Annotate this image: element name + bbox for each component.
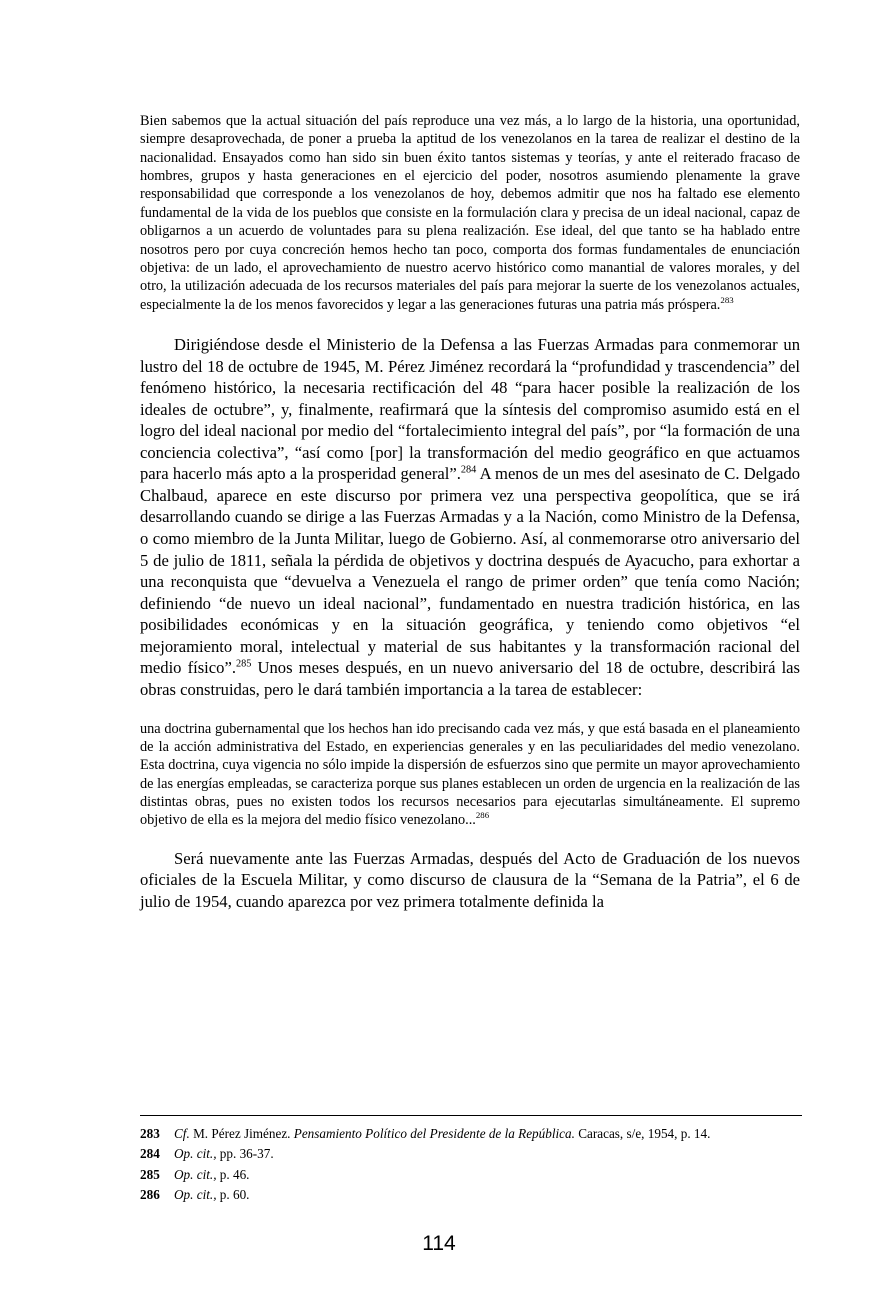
footnote-text: [174, 1124, 820, 1144]
footnote-ref-284: 284: [460, 464, 477, 476]
footnote-ref-285: 285: [235, 658, 252, 670]
footnote-separator: [140, 1115, 802, 1116]
footnote-ref-286: 286: [475, 810, 490, 821]
quotation-block-1: [140, 112, 800, 314]
paragraph-1-tail-text: Unos meses después, en un nuevo aniversario del 18 de octubre, describirá las obras construidas, pero le dará también importancia a la tarea de establecer:: [140, 658, 800, 699]
paragraph-1: [140, 334, 800, 701]
quotation-1-text: Bien sabemos que la actual situación del país reproduce una vez más, a lo largo de la historia, una oportunidad, siempre desaprovechada, de poner a prueba la aptitud de los venezolanos en la tarea de realizar el destino de la nacionalidad. Ensayados como han sido sin buen éxito tantos sistemas y teorías, y ante el reiterado fracaso de hombres, grupos y hasta generaciones en el ejercicio del poder, nosotros asumiendo plenamente la grave responsabilidad que corresponde a los venezolanos de hoy, debemos admitir que nos ha faltado ese elemento fundamental de la vida de los pueblos que consiste en la formulación clara y precisa de un ideal nacional, capaz de obligarnos a un acuerdo de voluntades para su plena realización. Ese ideal, del que tanto se ha hablado entre nosotros pero por cuya concreción hemos hecho tan poco, comporta dos formas fundamentales de enunciación objetiva: de un lado, el aprovechamiento de nuestro acervo histórico como manantial de valores morales, y del otro, la utilización adecuada de los recursos materiales del país para mejorar la suerte de los venezolanos actuales, especialmente la de los menos favorecidos y legar a las generaciones futuras una patria más próspera.: [140, 113, 800, 313]
footnote-text-a: pp. 36-37.: [216, 1146, 274, 1162]
page-number: 114: [422, 1232, 456, 1255]
footnote-text: [174, 1185, 820, 1205]
page-body: [140, 112, 800, 912]
footnote-list: [140, 1124, 820, 1206]
footnote-prefix-italic: Op. cit.,: [174, 1166, 217, 1182]
quotation-2-text: una doctrina gubernamental que los hechos han ido precisando cada vez más, y que está basada en el planeamiento de la acción administrativa del Estado, en experiencias generales y en las peculiaridades del medio venezolano. Esta doctrina, cuya vigencia no sólo impide la dispersión de esfuerzos sino que permite un mayor aprovechamiento de las energías empleadas, se caracteriza porque sus planes establecen un orden de urgencia en la realización de las distintas obras, pues no existen todos los recursos necesarios para ejecutarlas simultáneamente. El supremo objetivo de ella es la mejora del medio físico venezolano...: [140, 720, 800, 829]
footnote-item: [140, 1165, 820, 1185]
paragraph-1-text-after-ref: A menos de un mes del asesinato de C. Delgado Chalbaud, aparece en este discurso por primera vez una perspectiva geopolítica, que se irá desarrollando cuando se dirige a las Fuerzas Armadas y a la Nación, como Ministro de la Defensa, o como miembro de la Junta Militar, luego de Gobierno. Así, al conmemorarse otro aniversario del 5 de julio de 1811, señala la pérdida de objetivos y doctrina después de Ayacucho, para exhortar a una reconquista que “devuelva a Venezuela el rango de primer orden” que tenía como Nación; definiendo “de nuevo un ideal nacional”, fundamentado en nuestra tradición histórica, en las posibilidades económicas y en la situación geográfica, y teniendo como objetivos “el mejoramiento moral, intelectual y material de sus habitantes y la transformación racional del medio físico”.: [140, 464, 800, 678]
footnote-number: 286: [140, 1187, 160, 1203]
footnote-title-italic: Pensamiento Político del Presidente de la República.: [293, 1126, 575, 1141]
footnote-text-a: p. 46.: [216, 1166, 250, 1182]
footnote-number: 285: [140, 1166, 160, 1182]
footnote-text-b: Caracas, s/e, 1954, p. 14.: [574, 1126, 711, 1141]
footnote-text: [174, 1165, 820, 1185]
footnote-text-a: M. Pérez Jiménez.: [189, 1126, 294, 1141]
footnote-item: [140, 1144, 820, 1164]
quotation-block-2: [140, 720, 800, 830]
paragraph-2-text: Será nuevamente ante las Fuerzas Armadas, después del Acto de Graduación de los nuevos oficiales de la Escuela Militar, y como discurso de clausura de la “Semana de la Patria”, el 6 de julio de 1954, cuando aparezca por vez primera totalmente definida la: [140, 848, 800, 911]
paragraph-1-text-before-ref: Dirigiéndose desde el Ministerio de la Defensa a las Fuerzas Armadas para conmemorar un lustro del 18 de octubre de 1945, M. Pérez Jiménez recordará la “profundidad y trascendencia” del fenómeno histórico, la necesaria rectificación del 48 “para hacer posible la realización de los ideales de octubre”, y, finalmente, reafirmará que la síntesis del compromiso asumido está en el logro del ideal nacional por medio del “fortalecimiento integral del país”, por “la formación de una conciencia colectiva”, “así como [por] la transformación del medio geográfico en que actuamos para hacerlo más apto a la prosperidad general”.: [140, 334, 800, 484]
footnote-item: [140, 1185, 820, 1205]
footnote-prefix-italic: Op. cit.,: [174, 1146, 217, 1162]
paragraph-2: [140, 848, 800, 913]
footnote-prefix-italic: Op. cit.,: [174, 1187, 217, 1203]
footnote-number: 283: [140, 1126, 160, 1141]
footnote-number: 284: [140, 1146, 160, 1162]
footnote-ref-283: 283: [720, 294, 734, 305]
footnote-text-a: p. 60.: [216, 1187, 250, 1203]
footnote-prefix-italic: Cf.: [174, 1126, 190, 1141]
footnote-text: [174, 1144, 820, 1164]
footnote-item: [140, 1124, 820, 1144]
